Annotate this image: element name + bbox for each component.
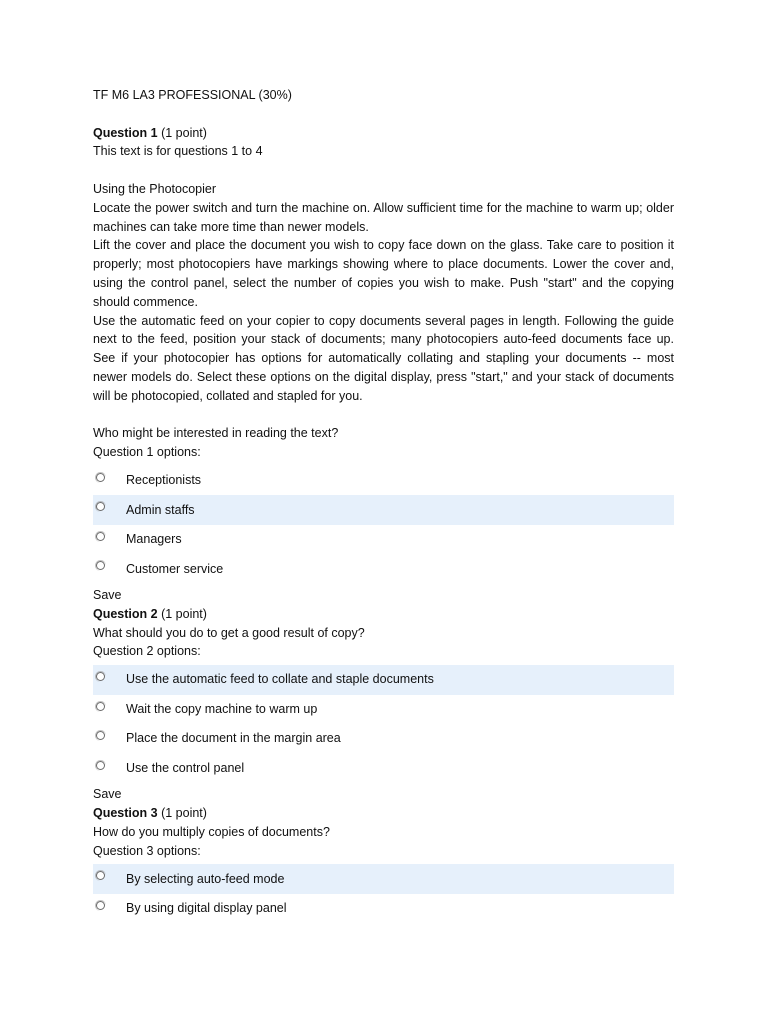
question-2-options (93, 665, 674, 783)
radio-button[interactable] (96, 561, 105, 570)
q2-option-margin-area[interactable] (93, 724, 674, 754)
option-label: By using digital display panel (126, 901, 287, 916)
q1-option-admin-staffs[interactable] (93, 495, 674, 525)
quiz-content (93, 86, 674, 925)
q2-option-control-panel[interactable] (93, 754, 674, 784)
question-3-options-label: Question 3 options: (93, 843, 201, 858)
save-button-q1[interactable]: Save (93, 587, 122, 602)
radio-button[interactable] (96, 473, 105, 482)
option-label: Managers (126, 532, 182, 547)
radio-button[interactable] (96, 672, 105, 681)
page-title: TF M6 LA3 PROFESSIONAL (30%) (93, 88, 292, 102)
question-1-label: Question 1 (93, 125, 158, 140)
question-3-points: (1 point) (161, 805, 207, 820)
question-3-options (93, 864, 674, 923)
question-1-header (93, 124, 674, 143)
question-2-label: Question 2 (93, 606, 158, 621)
radio-button[interactable] (96, 702, 105, 711)
question-3-label: Question 3 (93, 805, 158, 820)
radio-button[interactable] (96, 871, 105, 880)
q2-option-warm-up[interactable] (93, 695, 674, 725)
passage-paragraph-1: Locate the power switch and turn the machine on. Allow sufficient time for the machine to warm up; older machines can take more time than newer models. (93, 200, 674, 234)
option-label: Place the document in the margin area (126, 731, 341, 746)
question-2-header (93, 605, 674, 624)
radio-button[interactable] (96, 532, 105, 541)
question-1-text: Who might be interested in reading the text? (93, 426, 339, 441)
question-1-options (93, 466, 674, 584)
option-label: Customer service (126, 561, 224, 576)
radio-button[interactable] (96, 761, 105, 770)
q1-option-managers[interactable] (93, 525, 674, 555)
question-1-points: (1 point) (161, 125, 207, 140)
q3-option-digital-display[interactable] (93, 894, 674, 924)
passage-title: Using the Photocopier (93, 181, 216, 196)
radio-button[interactable] (96, 731, 105, 740)
option-label: By selecting auto-feed mode (126, 871, 285, 886)
q2-option-automatic-feed[interactable] (93, 665, 674, 695)
q1-option-customer-service[interactable] (93, 554, 674, 584)
option-label: Admin staffs (126, 502, 195, 517)
radio-button[interactable] (96, 901, 105, 910)
save-button-q2[interactable]: Save (93, 787, 122, 802)
question-3-header (93, 804, 674, 823)
q1-option-receptionists[interactable] (93, 466, 674, 496)
option-label: Wait the copy machine to warm up (126, 701, 318, 716)
radio-button[interactable] (96, 502, 105, 511)
question-3-text: How do you multiply copies of documents? (93, 824, 330, 839)
question-2-text: What should you do to get a good result of copy? (93, 625, 365, 640)
q3-option-auto-feed[interactable] (93, 864, 674, 894)
option-label: Use the automatic feed to collate and staple documents (126, 672, 434, 687)
option-label: Receptionists (126, 473, 202, 488)
option-label: Use the control panel (126, 760, 245, 775)
question-2-points: (1 point) (161, 606, 207, 621)
passage-paragraph-3: Use the automatic feed on your copier to copy documents several pages in length. Following the guide next to the feed, position your stack of documents; many photocopiers auto-feed documents face up. See if your photocopier has options for automatically collating and stapling your documents -- most newer models do. Select these options on the digital display, press "start," and your stack of documents will be photocopied, collated and stapled for you. (93, 313, 674, 403)
passage-paragraph-2: Lift the cover and place the document you wish to copy face down on the glass. Take care to position it properly; most photocopiers have markings showing where to place documents. Lower the cover and, using the control panel, select the number of copies you wish to make. Push "start" and the copying should commence. (93, 238, 674, 309)
question-2-options-label: Question 2 options: (93, 644, 201, 659)
question-1-intro: This text is for questions 1 to 4 (93, 144, 263, 159)
question-1-options-label: Question 1 options: (93, 445, 201, 460)
